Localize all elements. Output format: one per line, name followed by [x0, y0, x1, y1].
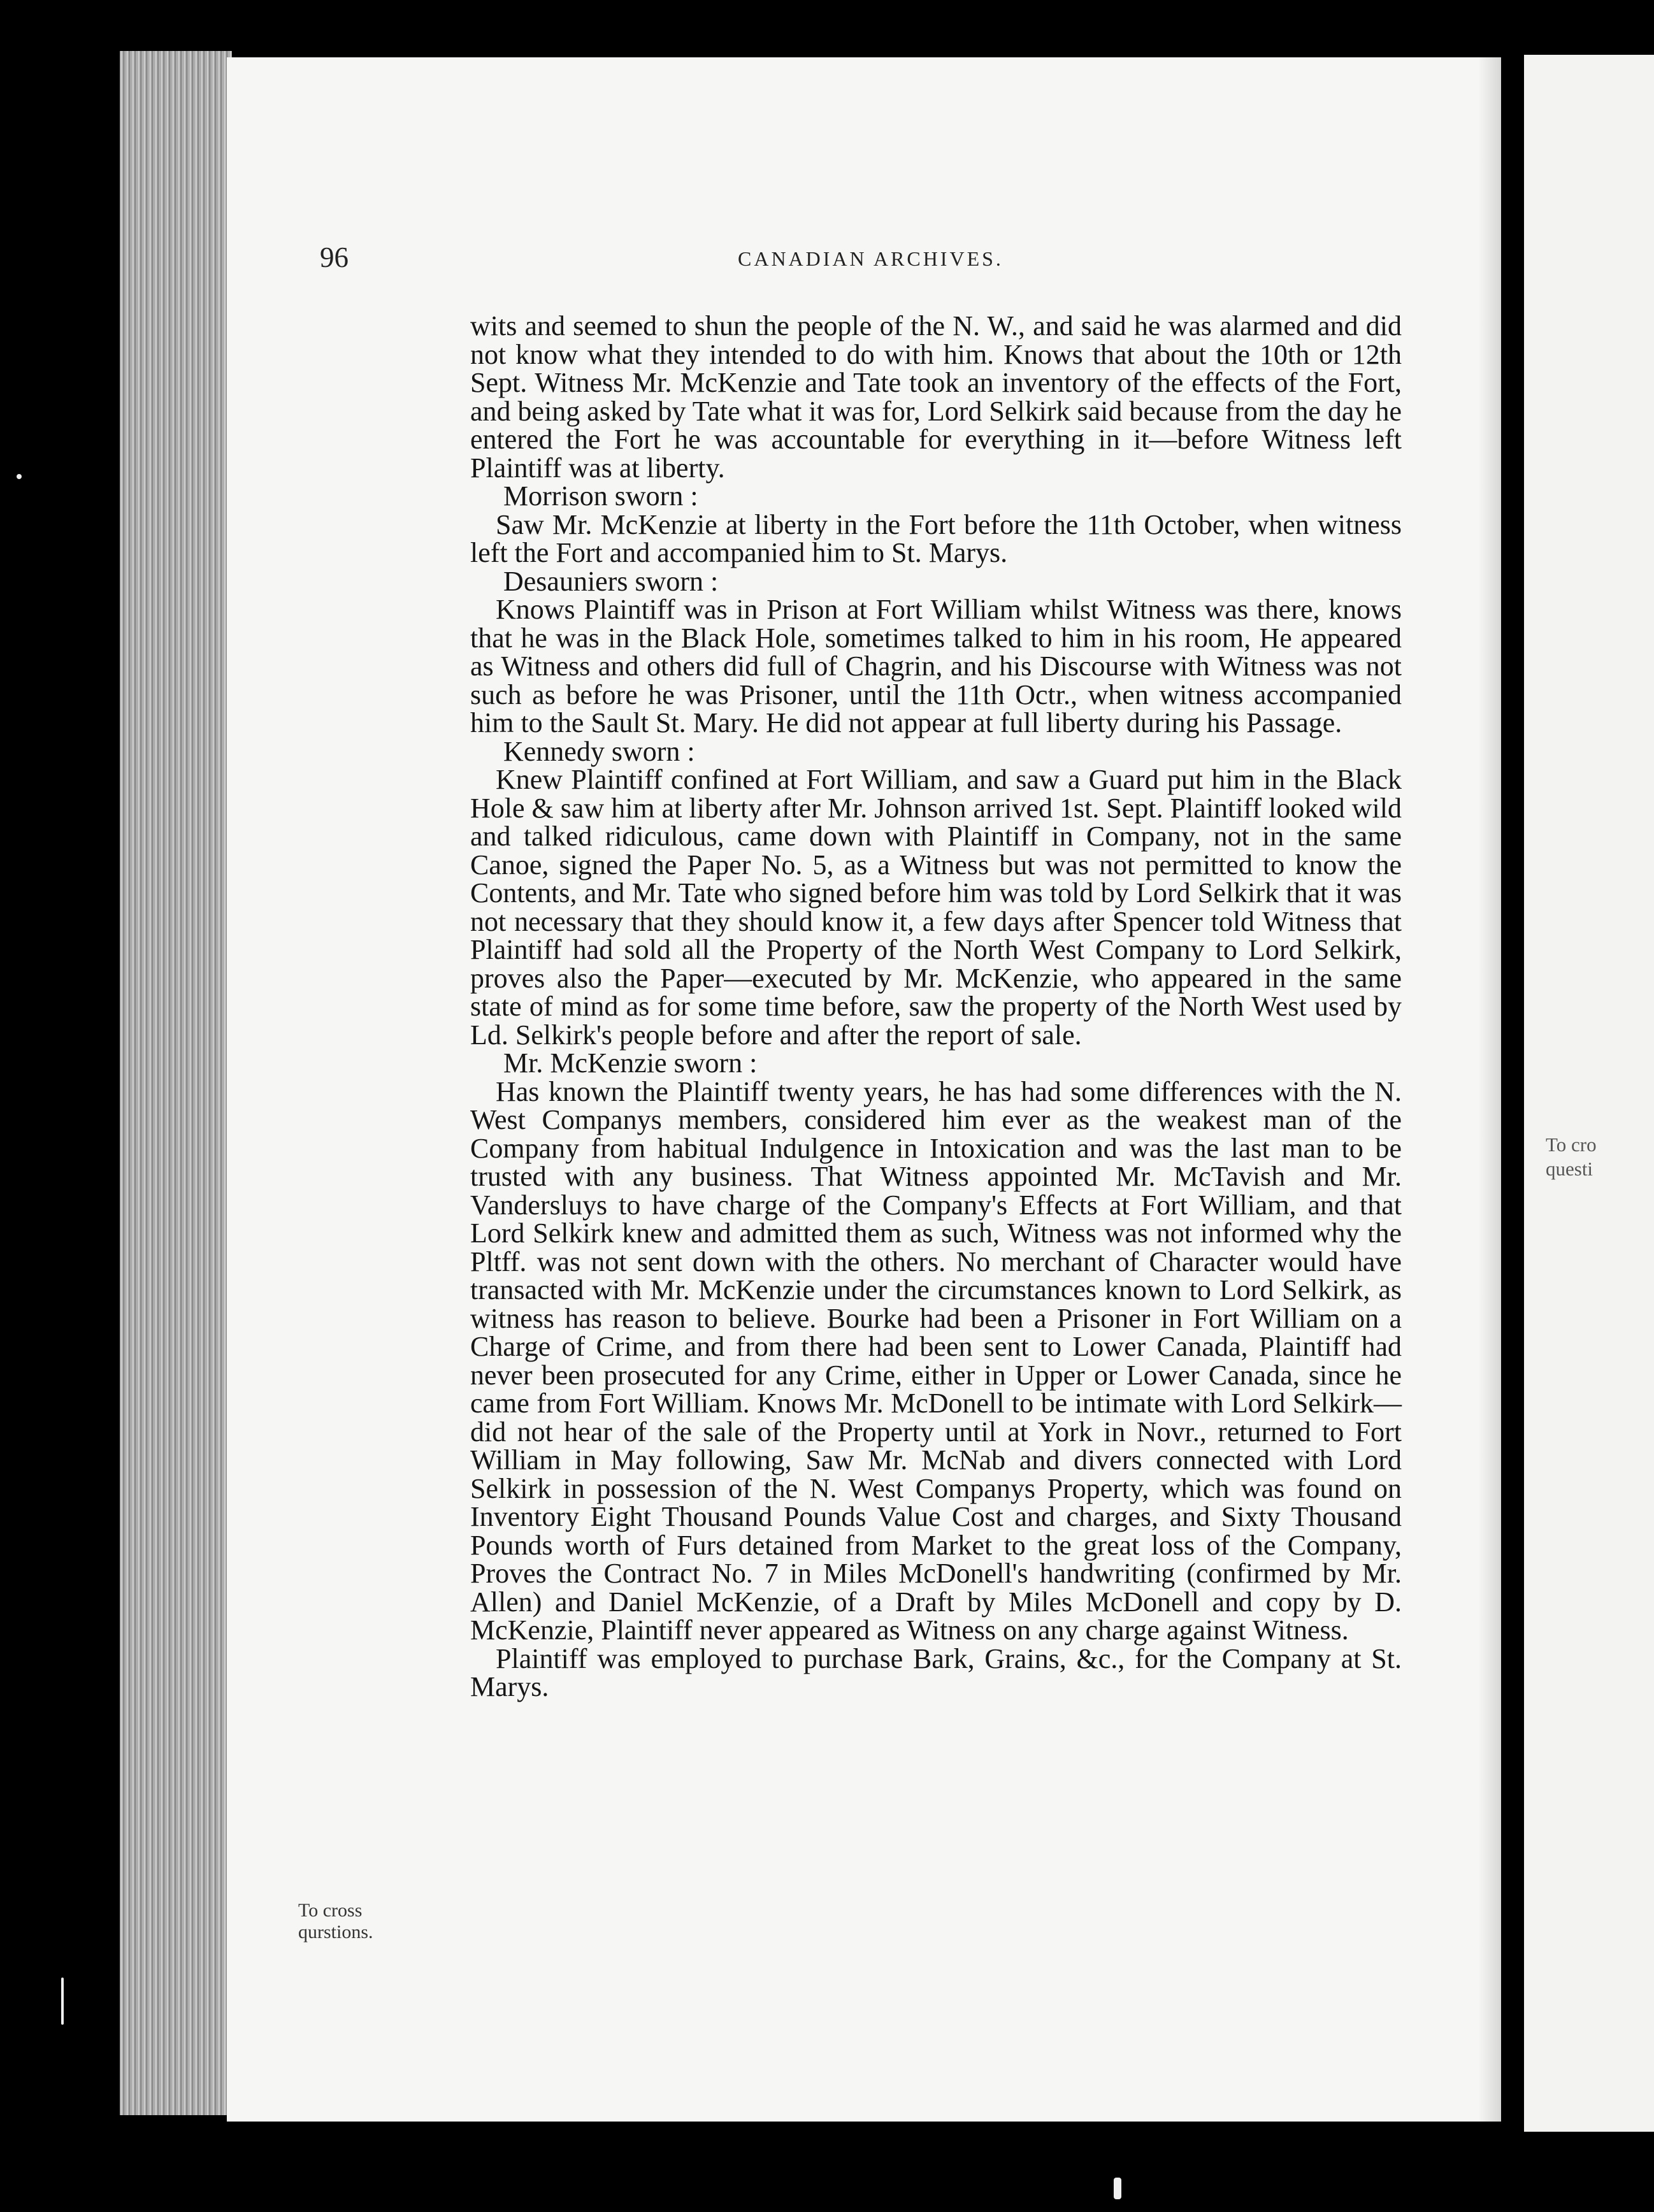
witness-heading-morrison: Morrison sworn : — [503, 480, 698, 512]
running-title: CANADIAN ARCHIVES. — [738, 247, 1003, 270]
paragraph: Plaintiff was employed to purchase Bark, Grains, &c., for the Company at St. Marys. — [470, 1642, 1402, 1702]
body-text — [470, 312, 1402, 1702]
margin-note: To cross qurstions. — [298, 1900, 373, 1943]
paragraph: wits and seemed to shun the people of the N. W., and said he was alarmed and did not know what they intended to do with him. Knows that about the 10th or 12th Sept. Witness Mr. McKenzie and Tate took an inventory of the effects of the Fort, and being asked by Tate what it was for, Lord Selkirk said because from the day he entered the Fort he was accountable for everything in it—before Witness left Plaintiff was at liberty. — [470, 310, 1402, 484]
facing-page — [1524, 55, 1654, 2132]
page-number: 96 — [320, 241, 349, 273]
paragraph: Knew Plaintiff confined at Fort William, and saw a Guard put him in the Black Hole & saw him at liberty after Mr. Johnson arrived 1st. Sept. Plaintiff looked wild and talked ridiculous, came down with Plaintiff in Company, not in the same Canoe, signed the Paper No. 5, as a Witness but was not permitted to know the Contents, and Mr. Tate who signed before him was told by Lord Selkirk that it was not necessary that they should know it, a few days after Spencer told Witness that Plaintiff had sold all the Property of the North West Company to Lord Selkirk, proves also the Paper—executed by Mr. McKenzie, who appeared in the same state of mind as for some time before, saw the property of the North West used by Ld. Selkirk's people before and after the report of sale. — [470, 764, 1402, 1051]
book-page-edges — [120, 51, 232, 2115]
film-speck — [17, 474, 22, 479]
paragraph: Knows Plaintiff was in Prison at Fort William whilst Witness was there, knows that he was in the Black Hole, sometimes talked to him in his room, He appeared as Witness and others did full of Chagrin, and his Discourse with Witness was not such as before he was Prisoner, until the 11th Octr., when witness accompanied him to the Sault St. Mary. He did not appear at full liberty during his Passage. — [470, 594, 1402, 738]
paragraph: Has known the Plaintiff twenty years, he has had some differences with the N. West Companys members, considered him ever as the weakest man of the Company from habitual Indulgence in Intoxication and was the last man to be trusted with any business. That Witness appointed Mr. McTavish and Mr. Vandersluys to have charge of the Company's Effects at Fort William, and that Lord Selkirk knew and admitted them as such, Witness was not informed why the Pltff. was not sent down with the others. No merchant of Character would have transacted with Mr. McKenzie under the circumstances known to Lord Selkirk, as witness has reason to believe. Bourke had been a Prisoner in Fort William on a Charge of Crime, and from there had been sent to Lower Canada, Plaintiff had never been prosecuted for any Crime, either in Upper or Lower Canada, since he came from Fort William. Knows Mr. McDonell to be intimate with Lord Selkirk—did not hear of the sale of the Property until at York in Novr., returned to Fort William in May following, Saw Mr. McNab and divers connected with Lord Selkirk in possession of the N. West Companys Property, which was found on Inventory Eight Thousand Pounds Value Cost and charges, and Sixty Thousand Pounds worth of Furs detained from Market to the great loss of the Company, Proves the Contract No. 7 in Miles McDonell's handwriting (confirmed by Mr. Allen) and Daniel McKenzie, of a Draft by Miles McDonell and copy by D. McKenzie, Plaintiff never appeared as Witness on any charge against Witness. — [470, 1075, 1402, 1646]
gutter-shadow — [1478, 57, 1501, 2122]
film-speck — [1114, 2178, 1121, 2199]
paragraph: Saw Mr. McKenzie at liberty in the Fort before the 11th October, when witness left the Fort and accompanied him to St. Marys. — [470, 508, 1402, 568]
witness-heading-kennedy: Kennedy sworn : — [503, 735, 695, 767]
witness-heading-mckenzie: Mr. McKenzie sworn : — [503, 1047, 758, 1079]
film-speck — [61, 1978, 64, 2025]
facing-page-margin-note: To cro questi — [1546, 1133, 1597, 1180]
witness-heading-desauniers: Desauniers sworn : — [503, 565, 719, 597]
